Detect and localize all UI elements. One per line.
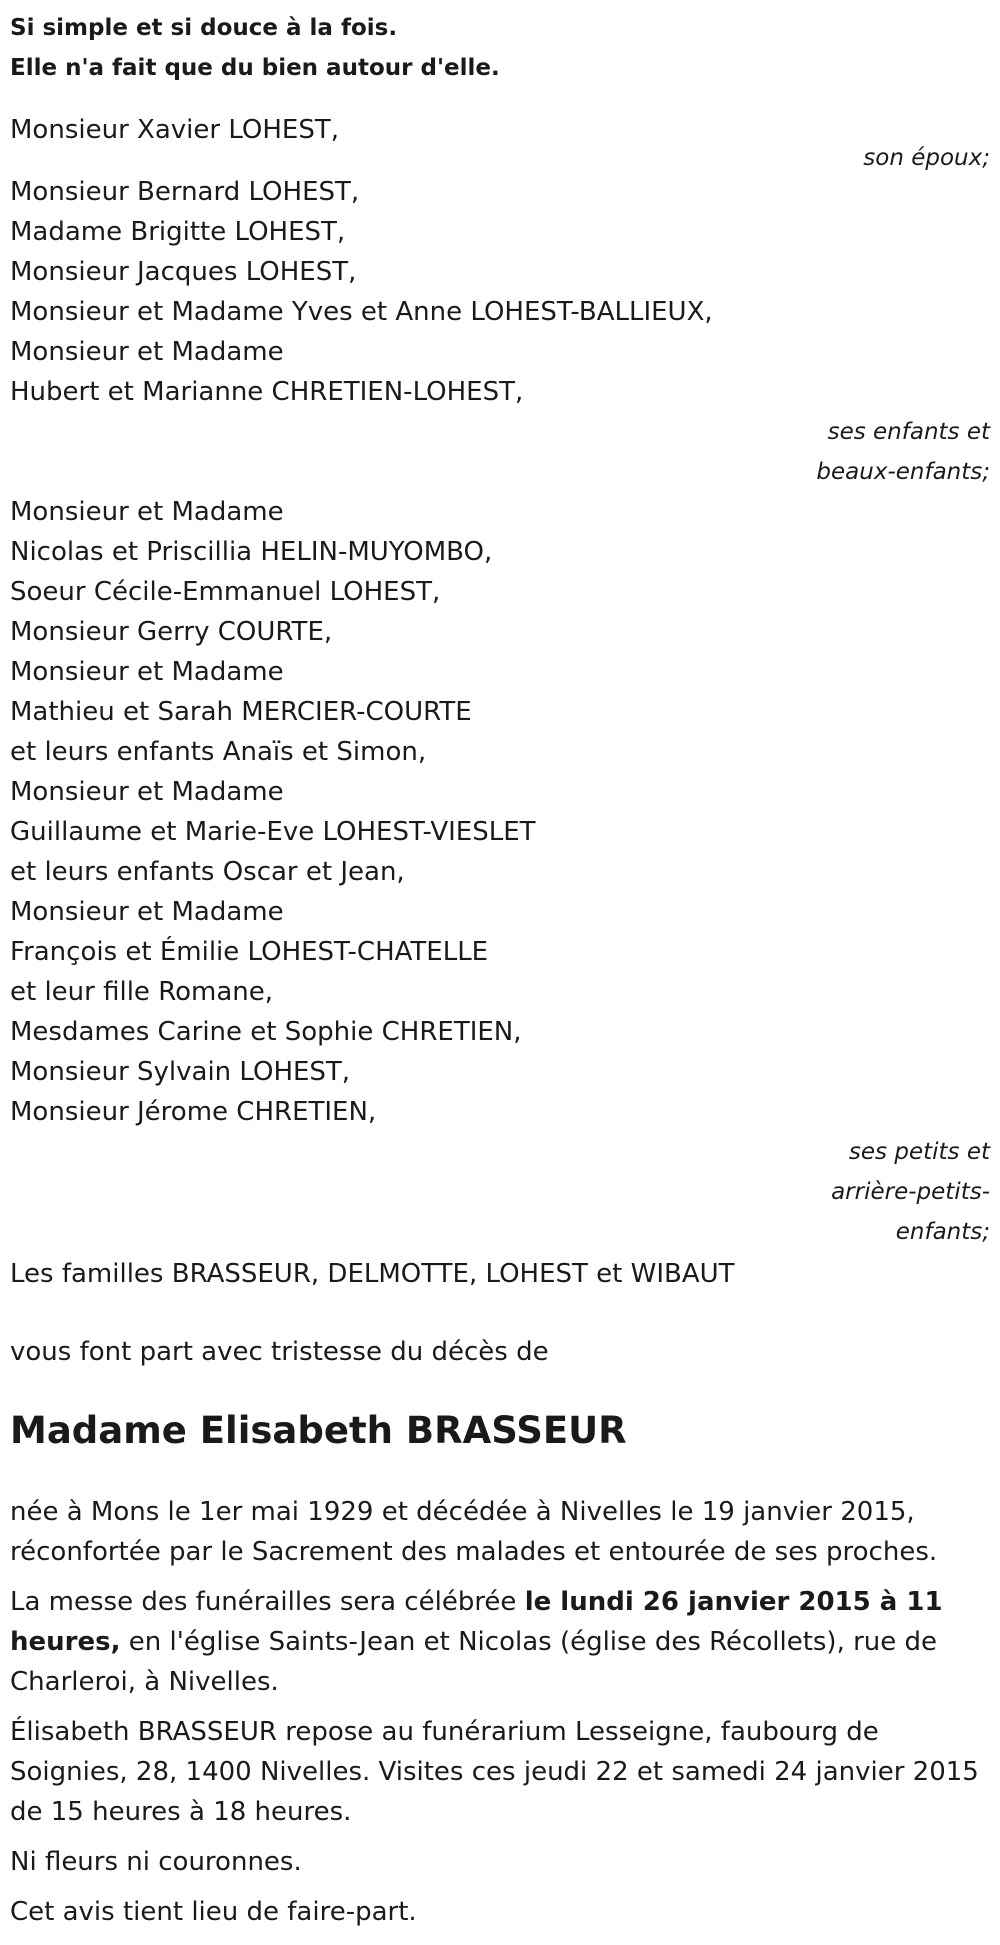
family-member: Monsieur Gerry COURTE, bbox=[10, 617, 333, 647]
family-member: Hubert et Marianne CHRETIEN-LOHEST, bbox=[10, 377, 524, 407]
family-member: et leur fille Romane, bbox=[10, 977, 273, 1007]
family-member: François et Émilie LOHEST-CHATELLE bbox=[10, 937, 489, 967]
role-line: ses enfants et bbox=[827, 419, 990, 445]
role-line: arrière-petits- bbox=[831, 1179, 990, 1205]
visits-paragraph: Élisabeth BRASSEUR repose au funérarium Lesseigne, faubourg de Soignies, 28, 1400 Nivelles. Visites ces jeudi 22 et samedi 24 janvier 2015 de 15 heures à 18 heures. bbox=[10, 1717, 979, 1827]
family-member: Monsieur et Madame bbox=[10, 657, 284, 687]
role-line: son époux; bbox=[863, 145, 990, 171]
family-member: Monsieur Jacques LOHEST, bbox=[10, 257, 357, 287]
funeral-paragraph bbox=[10, 1582, 990, 1702]
family-member: Monsieur et Madame bbox=[10, 497, 284, 527]
epigraph bbox=[10, 8, 990, 88]
families-line: Les familles BRASSEUR, DELMOTTE, LOHEST et WIBAUT bbox=[10, 1259, 735, 1289]
role-grandchildren bbox=[770, 1132, 990, 1252]
notice-paragraph: Cet avis tient lieu de faire-part. bbox=[10, 1897, 417, 1927]
family-member: Monsieur et Madame Yves et Anne LOHEST-BALLIEUX, bbox=[10, 297, 713, 327]
family-member: Monsieur Sylvain LOHEST, bbox=[10, 1057, 351, 1087]
family-member: Monsieur Bernard LOHEST, bbox=[10, 177, 360, 207]
family-member: Monsieur et Madame bbox=[10, 337, 284, 367]
funeral-date: le lundi 26 janvier 2015 à 11 heures, bbox=[10, 1587, 943, 1657]
funeral-suffix: en l'église Saints-Jean et Nicolas (église des Récollets), rue de Charleroi, à Nivelles. bbox=[10, 1627, 938, 1697]
family-member: Monsieur et Madame bbox=[10, 897, 284, 927]
epigraph-line: Elle n'a fait que du bien autour d'elle. bbox=[10, 55, 500, 81]
family-member: Mathieu et Sarah MERCIER-COURTE bbox=[10, 697, 472, 727]
family-member: Mesdames Carine et Sophie CHRETIEN, bbox=[10, 1017, 522, 1047]
family-group-children bbox=[10, 172, 990, 412]
family-member: Guillaume et Marie-Eve LOHEST-VIESLET bbox=[10, 817, 536, 847]
role-line: enfants; bbox=[895, 1219, 990, 1245]
family-member: Nicolas et Priscillia HELIN-MUYOMBO, bbox=[10, 537, 493, 567]
family-member: Monsieur Jérome CHRETIEN, bbox=[10, 1097, 377, 1127]
role-line: beaux-enfants; bbox=[816, 459, 990, 485]
obituary-document bbox=[10, 8, 990, 1932]
flowers-paragraph: Ni fleurs ni couronnes. bbox=[10, 1847, 302, 1877]
family-member: et leurs enfants Anaïs et Simon, bbox=[10, 737, 427, 767]
family-member: Madame Brigitte LOHEST, bbox=[10, 217, 346, 247]
role-line: ses petits et bbox=[848, 1139, 990, 1165]
family-group-grandchildren bbox=[10, 492, 990, 1132]
epigraph-line: Si simple et si douce à la fois. bbox=[10, 15, 398, 41]
role-children bbox=[770, 412, 990, 492]
announcement-line: vous font part avec tristesse du décès de bbox=[10, 1337, 549, 1367]
family-member: Soeur Cécile-Emmanuel LOHEST, bbox=[10, 577, 441, 607]
funeral-prefix: La messe des funérailles sera célébrée bbox=[10, 1587, 525, 1617]
family-member: et leurs enfants Oscar et Jean, bbox=[10, 857, 405, 887]
deceased-name: Madame Elisabeth BRASSEUR bbox=[10, 1409, 627, 1452]
birth-death-paragraph: née à Mons le 1er mai 1929 et décédée à Nivelles le 19 janvier 2015, réconfortée par le Sacrement des malades et entourée de ses proches. bbox=[10, 1497, 938, 1567]
family-member: Monsieur et Madame bbox=[10, 777, 284, 807]
family-member: Monsieur Xavier LOHEST, bbox=[10, 115, 339, 145]
